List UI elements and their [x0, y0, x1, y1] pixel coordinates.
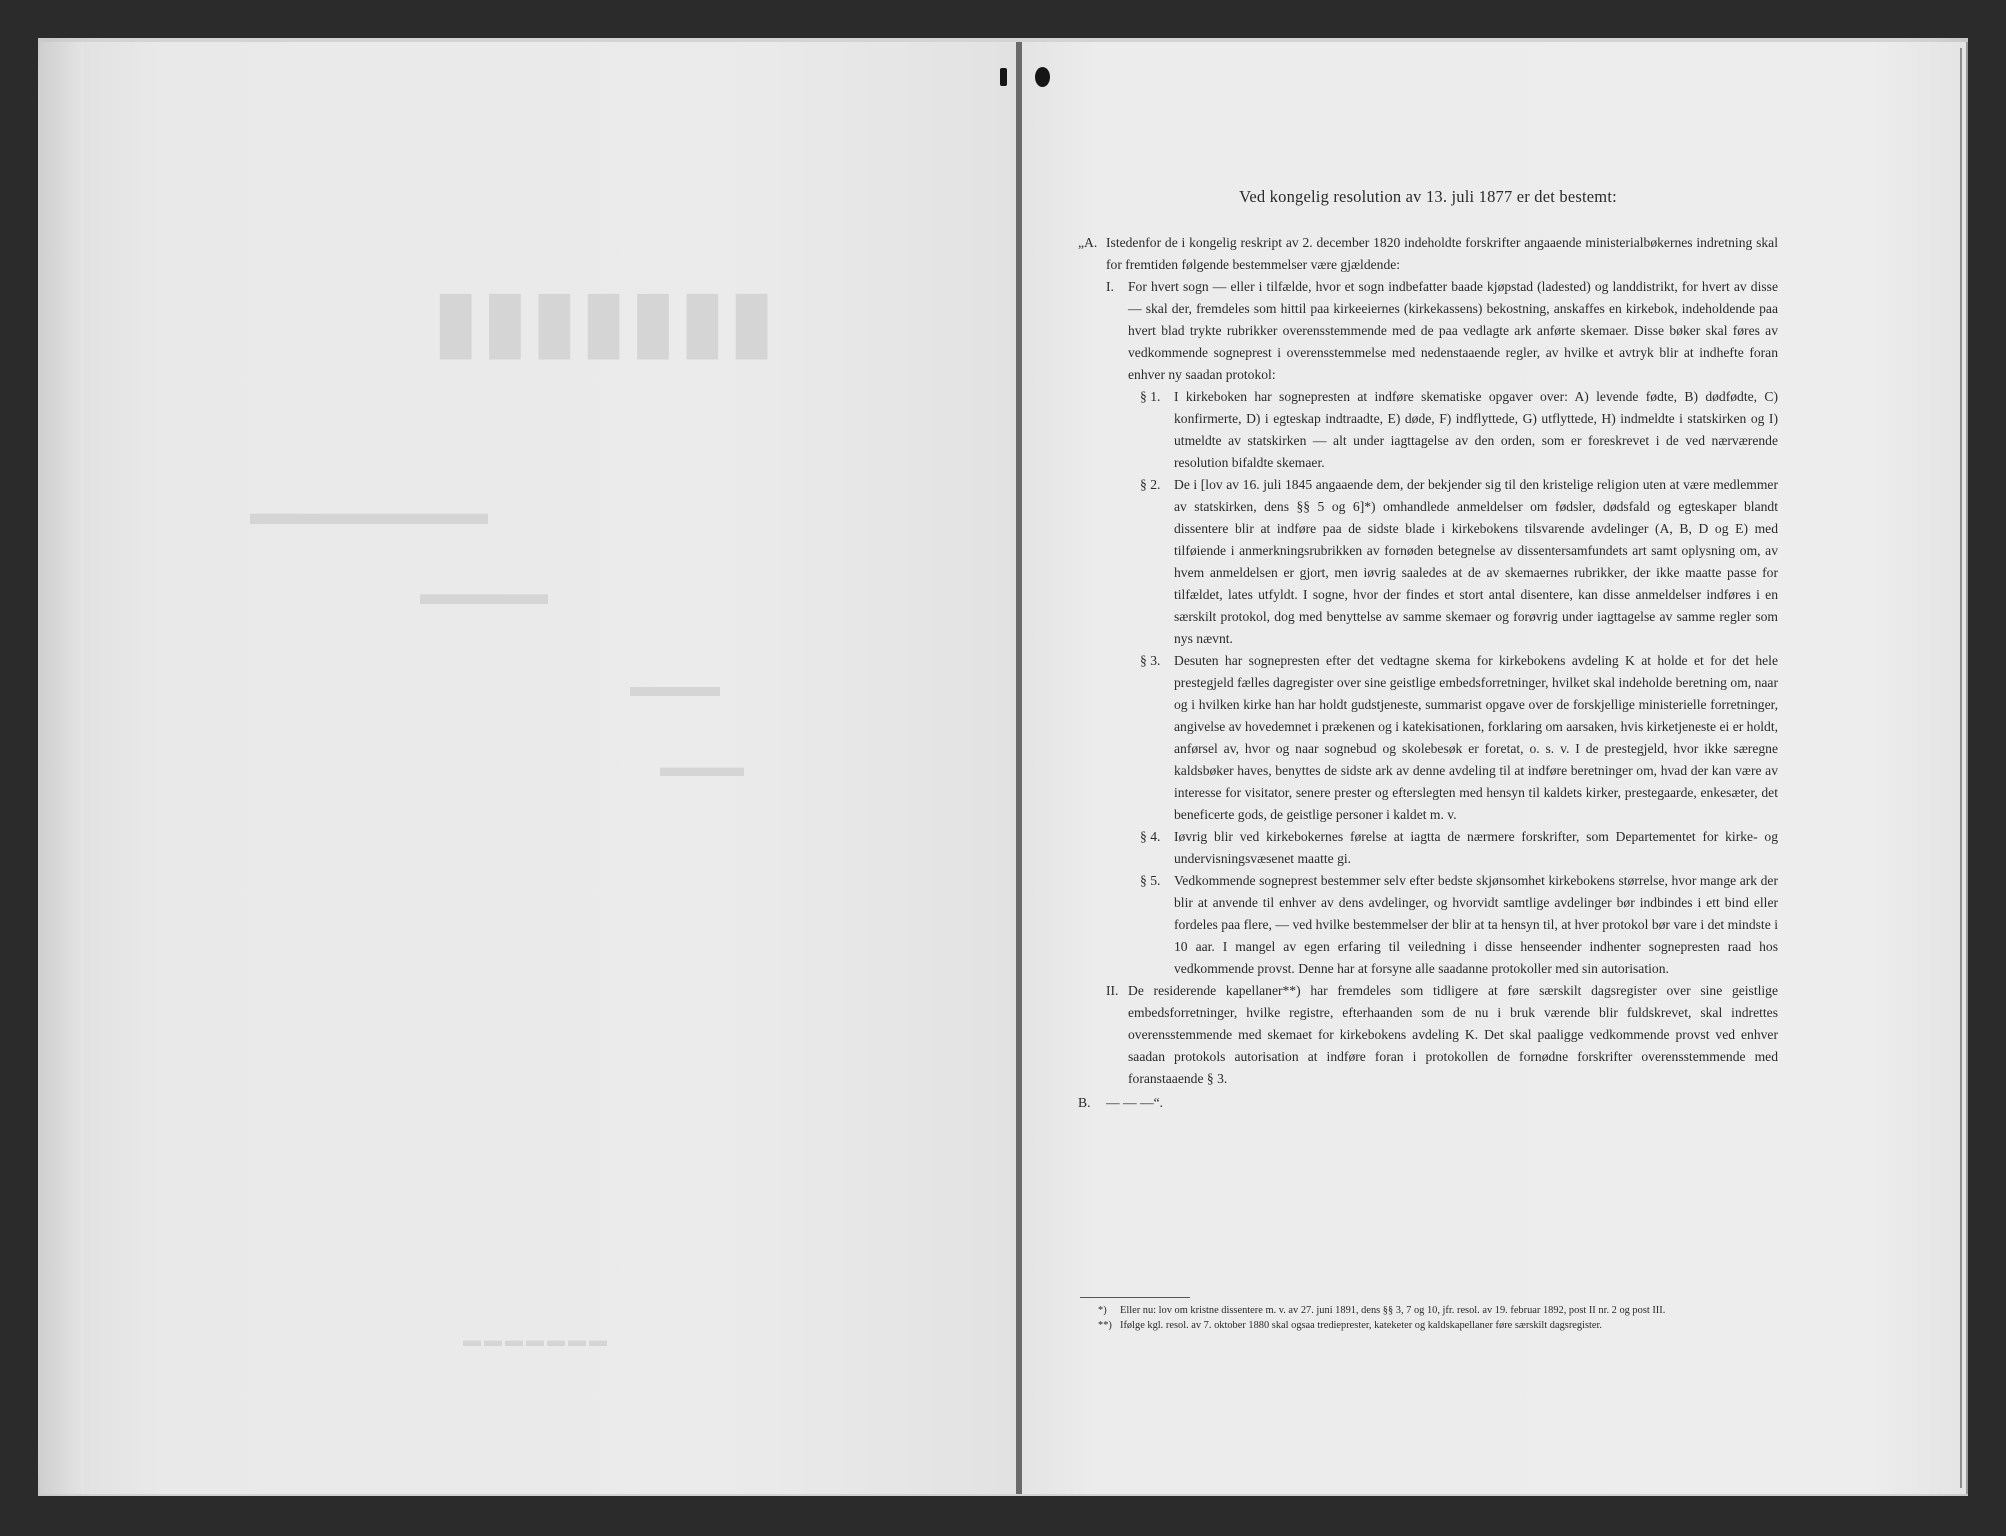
right-page-edge [1960, 48, 1962, 1488]
paragraph-text: I kirkeboken har sognepresten at indføre skematiske opgaver over: A) levende fødte, B) dødfødte, C) konfirmerte, D) i egteskap indtraadte, E) døde, F) indflyttede, G) utflyttede, H) indmeldte i statskirken og I) utmeldte av statskirken — alt under iagttagelse av den orden, som er foreskrevet i de ved nærværende resolution bifaldte skemaer. [1174, 389, 1778, 470]
item-2-text: De residerende kapellaner**) har fremdeles som tidligere at føre særskilt dagsregister over sine geistlige embedsforretninger, hvilke registre, efterhaanden som de nu i bruk værende blir fuldskrevet, skal indrettes overensstemmende med skemaet for kirkebokens avdeling K. Det skal paaligge vedkommende provst ved enhver saadan protokols autorisation at indføre foran i protokollen de fornødne forskrifter overensstemmende med foranstaaende § 3. [1128, 983, 1778, 1086]
footnote-divider [1080, 1297, 1190, 1298]
paragraph-marker: § 3. [1140, 653, 1161, 668]
footnote-marker: *) [1098, 1305, 1107, 1316]
paragraph-5 [1140, 870, 1778, 980]
bleed-through-text: ▬▬▬▬ [420, 575, 548, 611]
footnote-2 [1098, 1318, 1778, 1333]
section-b [1078, 1092, 1778, 1114]
paragraph-marker: § 5. [1140, 873, 1161, 888]
footnotes [1098, 1303, 1778, 1333]
paragraph-marker: § 2. [1140, 477, 1161, 492]
left-page-edge [40, 42, 84, 1494]
document-body [1078, 186, 1778, 1114]
item-1 [1106, 276, 1778, 386]
item-1-marker: I. [1106, 279, 1114, 294]
paragraph-text: Desuten har sognepresten efter det vedtagne skema for kirkebokens avdeling K at holde et for det hele prestegjeld fælles dagregister over sine geistlige embedsforretninger, hvilket skal indeholde beretning om, naar og i hvilken kirke han har holdt gudstjeneste, summarist opgave over de forskjellige ministerielle forretninger, angivelse av hovedemnet i prækenen og i katekisationen, forklaring om aarsaken, hvis kirketjeneste ei er holdt, anførsel av, hvor og naar sognebud og skolebesøk er foretat, o. s. v. I de prestegjeld, hvor ikke særegne kaldsbøker haves, benyttes de sidste ark av denne avdeling til at indføre beretninger om, hvad der kan være av interesse for visitator, senere prester og efterslegten med hensyn til kaldets kirker, prestegaarde, enkesæter, det beneficerte gods, de geistlige personer i kaldet m. v. [1174, 653, 1778, 822]
section-b-marker: B. [1078, 1095, 1091, 1110]
item-2-marker: II. [1106, 983, 1119, 998]
bleed-through-text: ▬▬▬ [630, 670, 720, 703]
footnote-marker: **) [1098, 1320, 1112, 1331]
section-b-text: — — —“. [1106, 1095, 1164, 1110]
paragraph-4 [1140, 826, 1778, 870]
footnote-text: Ifølge kgl. resol. av 7. oktober 1880 skal ogsaa tredieprester, kateketer og kaldskapellaner føre særskilt dagsregister. [1120, 1320, 1603, 1331]
item-2 [1106, 980, 1778, 1090]
paragraph-text: Iøvrig blir ved kirkebokernes førelse at iagtta de nærmere forskrifter, som Departementet for kirke- og undervisningsvæsenet maatte gi. [1174, 829, 1778, 866]
item-1-text: For hvert sogn — eller i tilfælde, hvor et sogn indbefatter baade kjøpstad (ladested) og landdistrikt, for hvert av disse — skal der, fremdeles som hittil paa kirkeeiernes (kirkekassens) bekostning, anskaffes en kirkebok, indeholdende paa hvert blad trykte rubrikker overensstemmende med de paa vedlagte ark anførte skemaer. Disse bøker skal føres av vedkommende sogneprest i overensstemmelse med nedenstaaende regler, av hvilke et avtryk blir at indhefte foran enhver ny saadan protokol: [1128, 279, 1778, 382]
footnote-1 [1098, 1303, 1778, 1318]
paragraph-marker: § 4. [1140, 829, 1161, 844]
section-a-intro: Istedenfor de i kongelig reskript av 2. december 1820 indeholdte forskrifter angaaende ministerialbøkernes indretning skal for fremtiden følgende bestemmelser være gjældende: [1106, 235, 1778, 272]
section-a-marker: „A. [1078, 235, 1098, 250]
document-heading: Ved kongelig resolution av 13. juli 1877 er det bestemt: [1239, 187, 1617, 206]
binding-mark-left [1000, 68, 1007, 86]
bleed-through-text: ▬▬▬▬▬▬▬ [250, 495, 488, 532]
bleed-through-text: ▮▮▮▮▮▮▮ [430, 272, 776, 368]
bleed-through-text: ▬▬▬▬▬▬▬ [460, 1330, 607, 1350]
paragraph-text: Vedkommende sogneprest bestemmer selv efter bedste skjønsomhet kirkebokens størrelse, hvor mange ark der blir at anvende til enhver av dens avdelinger, og hvorvidt samtlige avdelinger bør indbindes i ett bind eller fordeles paa flere, — ved hvilke bestemmelser der blir at ta hensyn til, at hver protokol bør vare i det mindste i 10 aar. I mangel av egen erfaring til veiledning i disse henseender indhenter sognepresten raad hos vedkommende provst. Denne har at forsyne alle saadanne protokoller med sin autorisation. [1174, 873, 1778, 976]
left-page [40, 42, 1018, 1494]
paragraph-1 [1140, 386, 1778, 474]
bleed-through-text: ▬▬▬ [660, 752, 744, 783]
paragraph-2 [1140, 474, 1778, 650]
paragraph-text: De i [lov av 16. juli 1845 angaaende dem, der bekjender sig til den kristelige religion uten at være medlemmer av statskirken, dens §§ 5 og 6]*) omhandlede anmeldelser om fødsler, dødsfald og egteskaper blandt dissentere blir at indføre paa de sidste blade i kirkebokens tilsvarende avdelinger (A, B, D og E) med tilføiende i anmerkningsrubrikken av fornøden betegnelse av dissentersamfundets art samt oplysning om, av hvem anmeldelsen er gjort, men iøvrig saaledes at de av skemaernes rubrikker, der ikke maatte passe for tilfældet, lates utfyldt. I sogne, hvor der findes et stort antal disentere, kan disse anmeldelser indføres i en særskilt protokol, dog med benyttelse av samme skemaer og forøvrig under iagttagelse av samme regler som nys nævnt. [1174, 477, 1778, 646]
binding-mark-right [1035, 67, 1050, 87]
footnote-text: Eller nu: lov om kristne dissentere m. v. av 27. juni 1891, dens §§ 3, 7 og 10, jfr. resol. av 19. februar 1892, post II nr. 2 og post III. [1120, 1305, 1666, 1316]
paragraph-marker: § 1. [1140, 389, 1161, 404]
section-a [1078, 232, 1778, 276]
paragraph-3 [1140, 650, 1778, 826]
